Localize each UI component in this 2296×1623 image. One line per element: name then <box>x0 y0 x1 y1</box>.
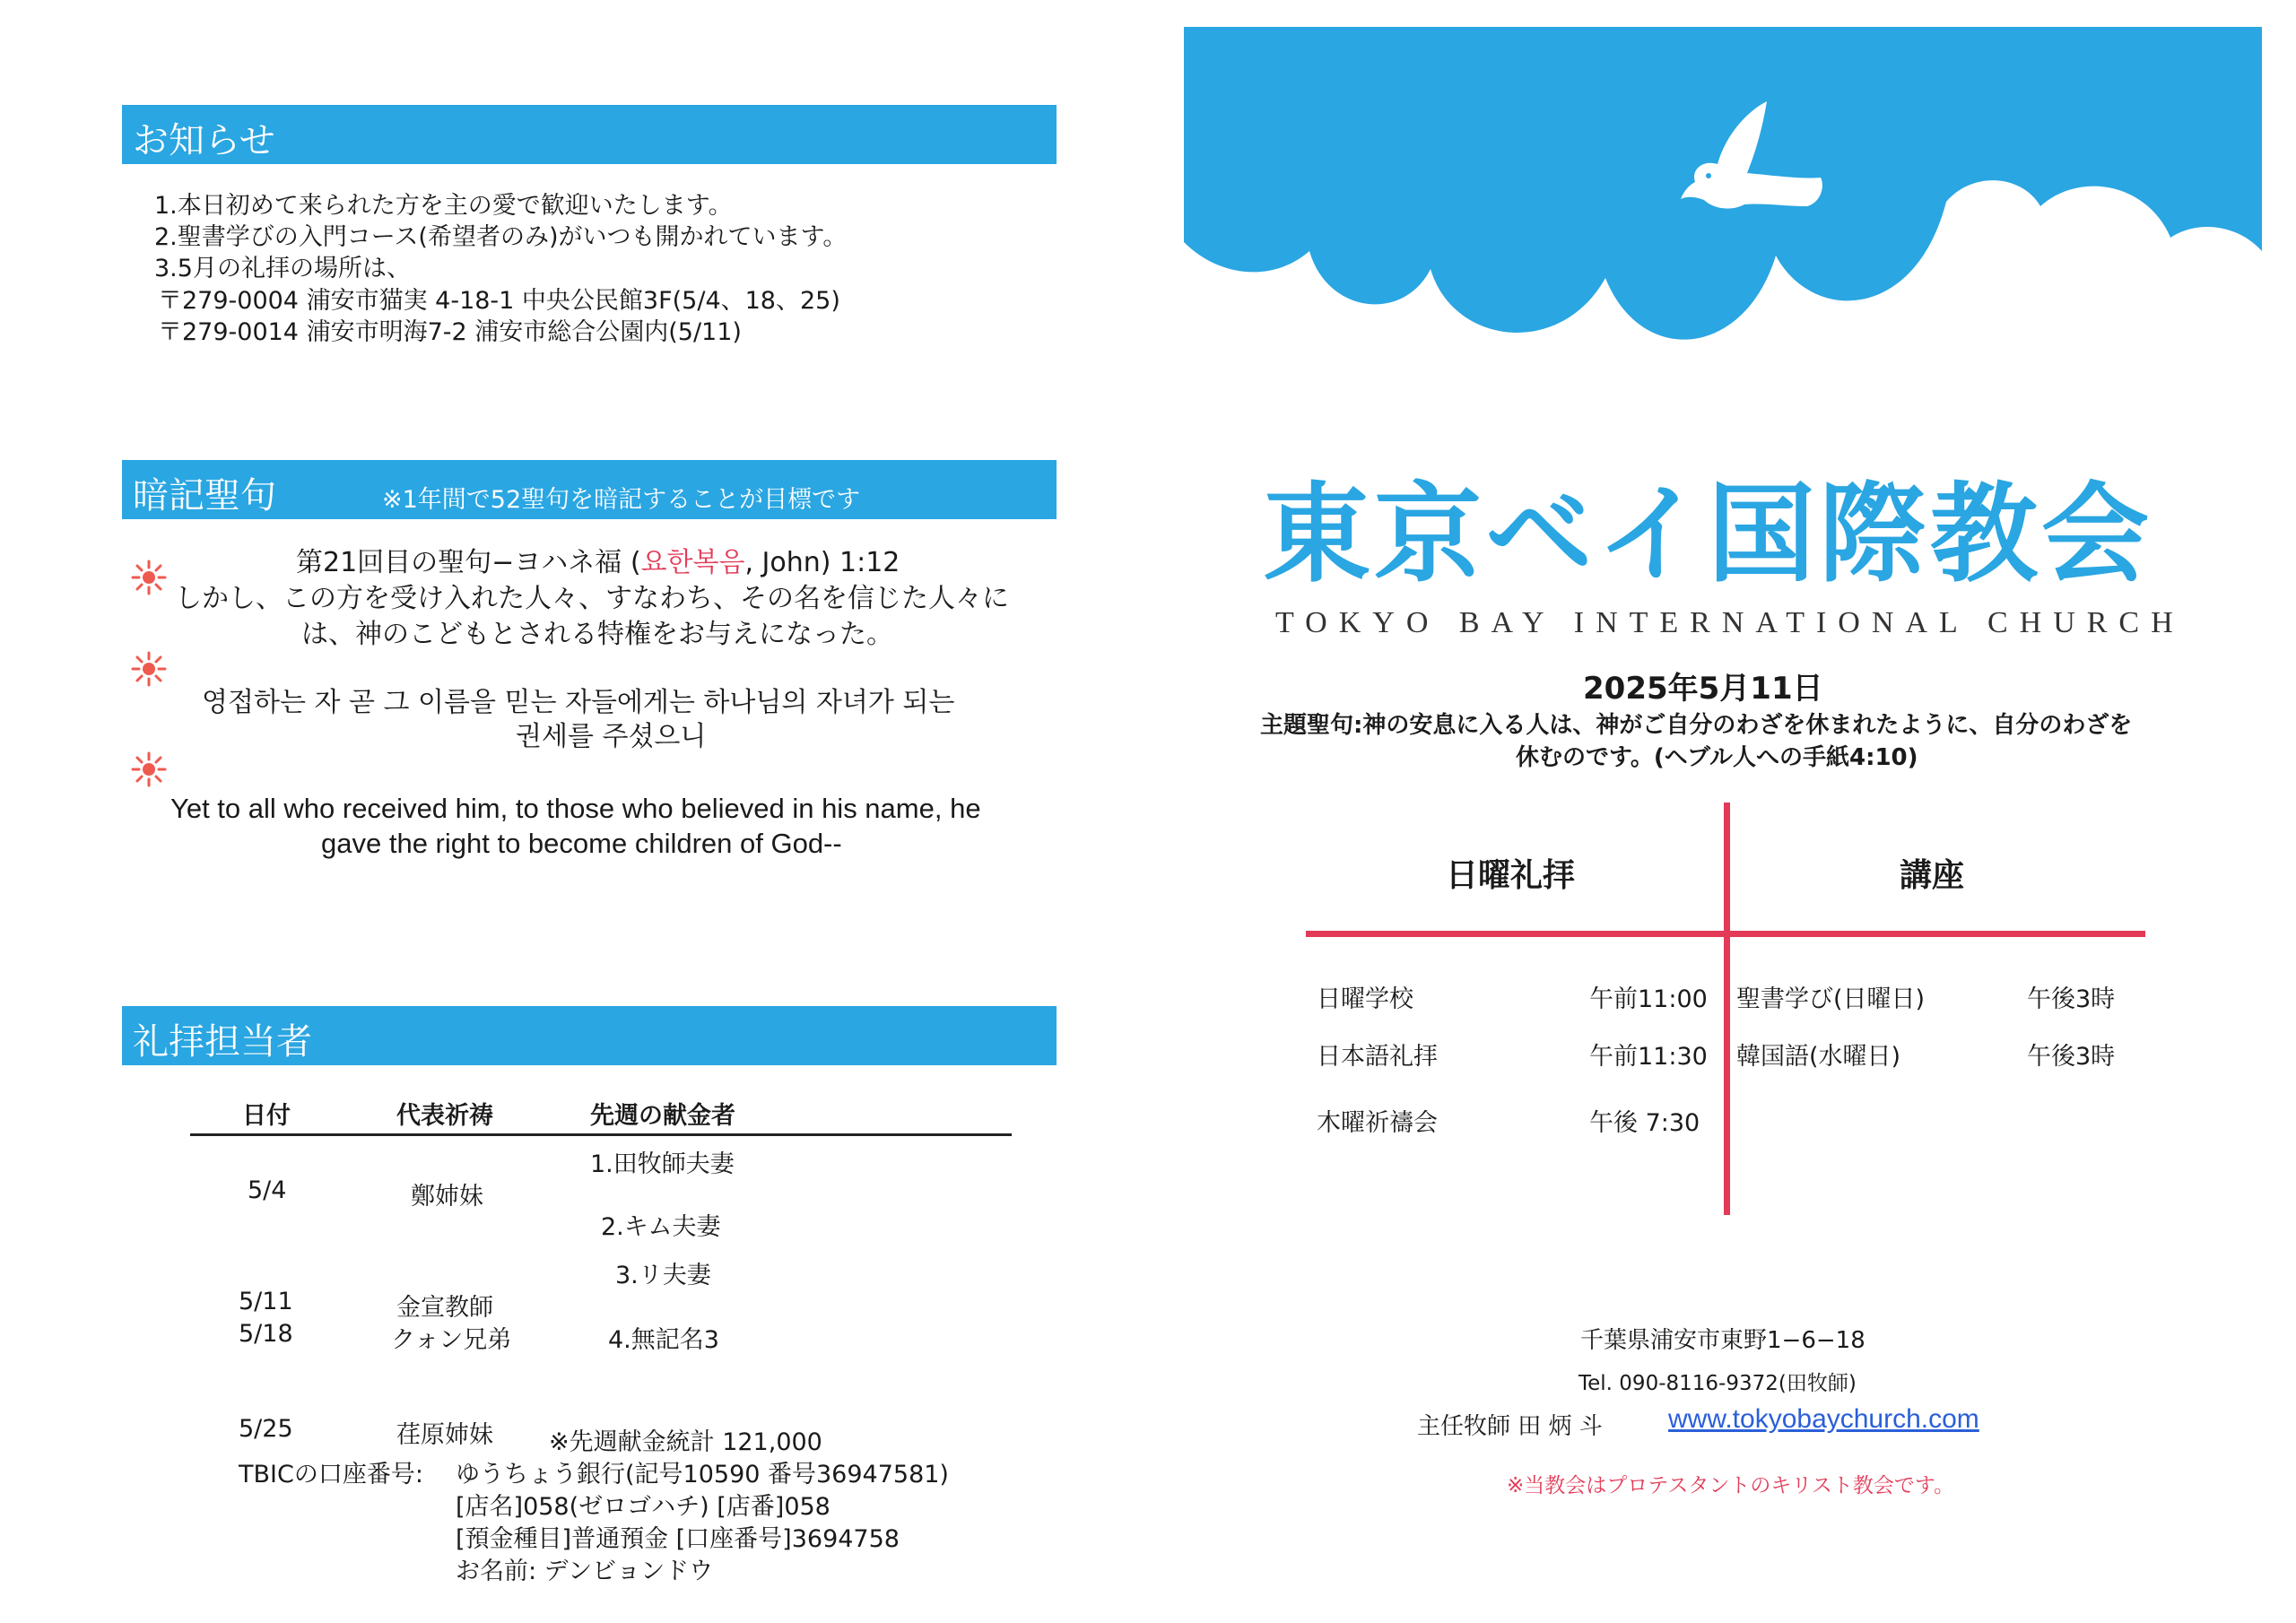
notice-item-3: 3.5月の礼拝の場所は、 <box>154 255 411 282</box>
row-date-2: 5/11 <box>239 1288 293 1315</box>
offering-4: 4.無記名3 <box>608 1326 719 1354</box>
row-prayer-3: クォン兄弟 <box>391 1326 512 1354</box>
row-date-1: 5/4 <box>248 1176 287 1204</box>
row-date-4: 5/25 <box>239 1415 293 1443</box>
course-item-2-name: 韓国語(水曜日) <box>1736 1043 1901 1071</box>
offering-total: ※先週献金統計 121,000 <box>549 1428 822 1456</box>
sun-bullet-icon <box>131 560 167 595</box>
account-line-1: ゆうちょう銀行(記号10590 番号36947581) <box>456 1461 949 1488</box>
senior-pastor: 主任牧師 田 炳 斗 <box>1417 1413 1603 1440</box>
row-prayer-1: 鄭姉妹 <box>411 1183 483 1211</box>
sunday-worship-header: 日曜礼拝 <box>1446 857 1576 894</box>
header-offering: 先週の献金者 <box>590 1102 735 1130</box>
row-prayer-2: 金宣教師 <box>396 1294 493 1322</box>
sun-bullet-icon <box>131 651 167 687</box>
row-date-3: 5/18 <box>239 1320 293 1348</box>
account-line-3: [預金種目]普通預金 [口座番号]3694758 <box>456 1525 900 1553</box>
course-header: 講座 <box>1900 857 1965 894</box>
schedule-vertical-divider <box>1724 803 1730 1215</box>
service-date: 2025年5月11日 <box>1583 671 1823 707</box>
dove-icon <box>1641 97 1839 249</box>
course-item-1-name: 聖書学び(日曜日) <box>1736 985 1926 1013</box>
table-header-divider <box>190 1133 1012 1136</box>
memory-verse-banner <box>122 460 1057 519</box>
church-name-english: TOKYO BAY INTERNATIONAL CHURCH <box>1275 606 2185 639</box>
sun-bullet-icon <box>131 751 167 787</box>
verse-korean-line1: 영접하는 자 곧 그 이름을 믿는 자들에게는 하나님의 자녀가 되는 <box>202 687 955 718</box>
notice-address-1: 〒279-0004 浦安市猫実 4-18-1 中央公民館3F(5/4、18、25) <box>158 287 840 315</box>
account-line-2: [店名]058(ゼロゴハチ) [店番]058 <box>456 1493 831 1521</box>
memory-verse-title: 暗記聖句 <box>133 475 276 516</box>
verse-reference-suffix: , John) 1:12 <box>744 547 900 578</box>
offering-3: 3.リ夫妻 <box>615 1262 711 1289</box>
verse-english-line2: gave the right to become children of God-- <box>321 828 842 859</box>
offering-1: 1.田牧師夫妻 <box>590 1150 735 1178</box>
header-prayer: 代表祈祷 <box>396 1102 493 1130</box>
verse-english-line1: Yet to all who received him, to those who believed in his name, he <box>170 793 981 824</box>
verse-reference <box>296 545 900 581</box>
sunday-item-2-name: 日本語礼拝 <box>1317 1043 1438 1071</box>
course-item-1-time: 午後3時 <box>2027 985 2116 1013</box>
sunday-item-3-time: 午後 7:30 <box>1589 1109 1700 1137</box>
website-link[interactable]: www.tokyobaychurch.com <box>1668 1404 1979 1434</box>
sunday-item-3-name: 木曜祈禱会 <box>1317 1109 1438 1137</box>
sunday-item-1-name: 日曜学校 <box>1317 985 1413 1013</box>
notice-item-1: 1.本日初めて来られた方を主の愛で歓迎いたします。 <box>154 192 733 220</box>
account-line-4: お名前: デンビョンドウ <box>456 1558 714 1585</box>
verse-japanese-line2: は、神のこどもとされる特権をお与えになった。 <box>301 619 893 650</box>
memory-verse-subtitle: ※1年間で52聖句を暗記することが目標です <box>382 486 861 514</box>
course-item-2-time: 午後3時 <box>2027 1043 2116 1071</box>
worship-staff-banner <box>122 1006 1057 1065</box>
verse-korean-line2: 권세를 주셨으니 <box>516 721 707 752</box>
protestant-note: ※当教会はプロテスタントのキリスト教会です。 <box>1507 1474 1955 1497</box>
church-tel: Tel. 090-8116-9372(田牧師) <box>1578 1372 1857 1395</box>
schedule-horizontal-divider <box>1306 931 2145 937</box>
verse-japanese-line1: しかし、この方を受け入れた人々、すなわち、その名を信じた人々に <box>175 583 1009 614</box>
notice-title: お知らせ <box>133 120 275 161</box>
header-date: 日付 <box>242 1102 291 1130</box>
theme-verse-line2: 休むのです。(ヘブル人への手紙4:10) <box>1516 744 1918 771</box>
account-label: TBICの口座番号: <box>239 1461 423 1488</box>
row-prayer-4: 荏原姉妹 <box>396 1421 493 1449</box>
verse-reference-korean: 요한복음 <box>640 547 745 578</box>
theme-verse-line1: 主題聖句:神の安息に入る人は、神がご自分のわざを休まれたように、自分のわざを <box>1260 712 2133 739</box>
sunday-item-1-time: 午前11:00 <box>1589 985 1708 1013</box>
notice-address-2: 〒279-0014 浦安市明海7-2 浦安市総合公園内(5/11) <box>158 318 742 346</box>
church-name: 東京ベイ国際教会 <box>1263 473 2152 597</box>
offering-2: 2.キム夫妻 <box>601 1213 721 1241</box>
worship-staff-title: 礼拝担当者 <box>133 1021 312 1063</box>
verse-reference-prefix: 第21回目の聖句−ヨハネ福 ( <box>296 547 641 578</box>
notice-banner <box>122 105 1057 164</box>
sunday-item-2-time: 午前11:30 <box>1589 1043 1708 1071</box>
church-address: 千葉県浦安市東野1−6−18 <box>1580 1327 1866 1354</box>
notice-item-2: 2.聖書学びの入門コース(希望者のみ)がいつも開かれています。 <box>154 223 848 251</box>
